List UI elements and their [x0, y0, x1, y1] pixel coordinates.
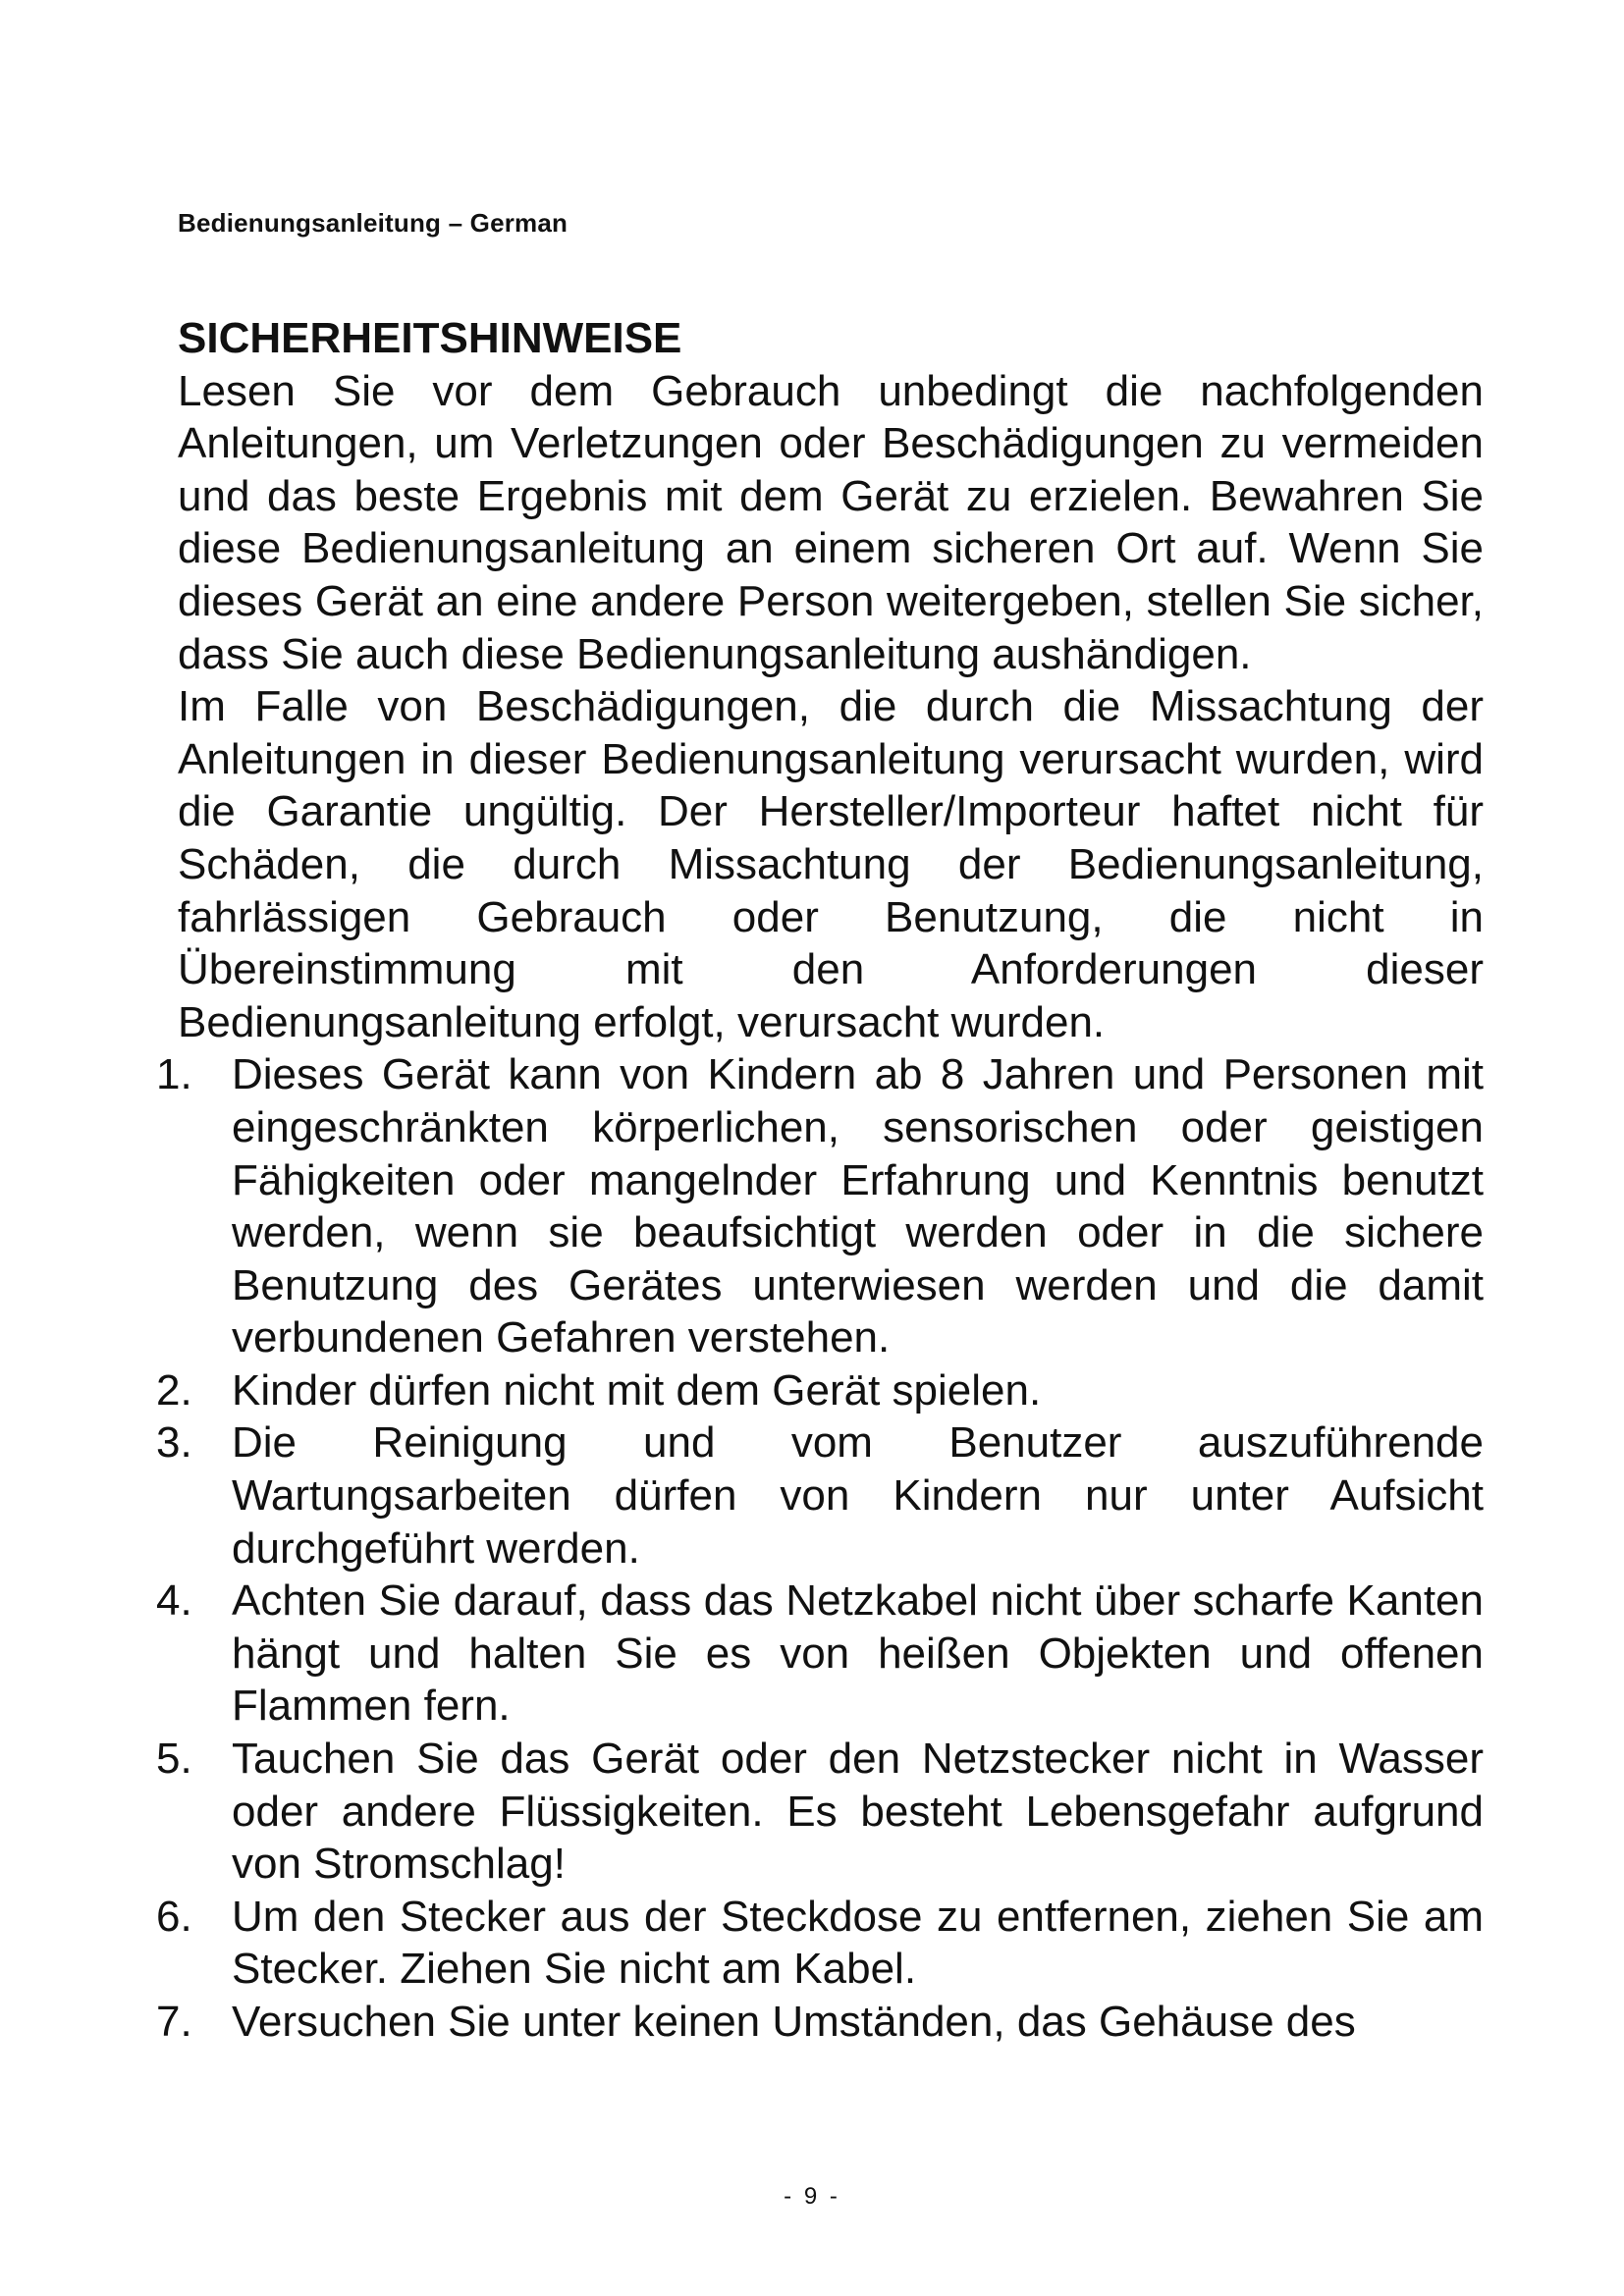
item-text: Versuchen Sie unter keinen Umständen, das Gehäuse des: [232, 1998, 1356, 2046]
item-number: 7.: [156, 1998, 192, 2046]
item-number: 5.: [156, 1735, 192, 1784]
list-item: [156, 1996, 1484, 2049]
item-text: Achten Sie darauf, dass das Netzkabel nicht über scharfe Kanten hängt und halten Sie es von heißen Objekten und offenen Flammen fern.: [232, 1576, 1484, 1731]
list-item: [156, 1048, 1484, 1364]
item-text: Dieses Gerät kann von Kindern ab 8 Jahren und Personen mit eingeschränkten körperlichen, sensorischen oder geistigen Fähigkeiten oder mangelnder Erfahrung und Kenntnis benutzt werden, wenn sie beaufsichtigt werden oder in die sichere Benutzung des Gerätes unterwiesen werden und die damit verbundenen Gefahren verstehen.: [232, 1050, 1484, 1362]
safety-instructions-list: [156, 1048, 1484, 2048]
item-number: 2.: [156, 1365, 192, 1415]
section-title: SICHERHEITSHINWEISE: [178, 314, 682, 362]
list-item: [156, 1733, 1484, 1891]
page-number: - 9 -: [784, 2183, 840, 2210]
safety-section: [156, 312, 1484, 2049]
item-number: 3.: [156, 1418, 192, 1468]
list-item: [156, 1575, 1484, 1733]
item-number: 6.: [156, 1892, 192, 1941]
item-text: Die Reinigung und vom Benutzer auszuführende Wartungsarbeiten dürfen von Kindern nur unter Aufsicht durchgeführt werden.: [232, 1418, 1484, 1573]
item-number: 1.: [156, 1050, 192, 1099]
intro-paragraph: Lesen Sie vor dem Gebrauch unbedingt die nachfolgenden Anleitungen, um Verletzungen oder Beschädigungen zu vermeiden und das beste Ergebnis mit dem Gerät zu erzielen. Bewahren Sie diese Bedienungsanleitung an einem sicheren Ort auf. Wenn Sie dieses Gerät an eine andere Person weitergeben, stellen Sie sicher, dass Sie auch diese Bedienungsanleitung aushändigen.: [178, 366, 1484, 678]
item-text: Kinder dürfen nicht mit dem Gerät spielen.: [232, 1365, 1042, 1415]
document-header: Bedienungsanleitung – German: [178, 208, 568, 238]
list-item: [156, 1416, 1484, 1575]
item-number: 4.: [156, 1576, 192, 1626]
item-text: Tauchen Sie das Gerät oder den Netzstecker nicht in Wasser oder andere Flüssigkeiten. Es besteht Lebensgefahr aufgrund von Stromschlag!: [232, 1735, 1484, 1889]
list-item: [156, 1364, 1484, 1417]
list-item: [156, 1891, 1484, 1996]
item-text: Um den Stecker aus der Steckdose zu entfernen, ziehen Sie am Stecker. Ziehen Sie nicht am Kabel.: [232, 1892, 1484, 1994]
warranty-paragraph: Im Falle von Beschädigungen, die durch die Missachtung der Anleitungen in dieser Bedienungsanleitung verursacht wurden, wird die Garantie ungültig. Der Hersteller/Importeur haftet nicht für Schäden, die durch Missachtung der Bedienungsanleitung, fahrlässigen Gebrauch oder Benutzung, die nicht in Übereinstimmung mit den Anforderungen dieser Bedienungsanleitung erfolgt, verursacht wurden.: [178, 682, 1484, 1046]
